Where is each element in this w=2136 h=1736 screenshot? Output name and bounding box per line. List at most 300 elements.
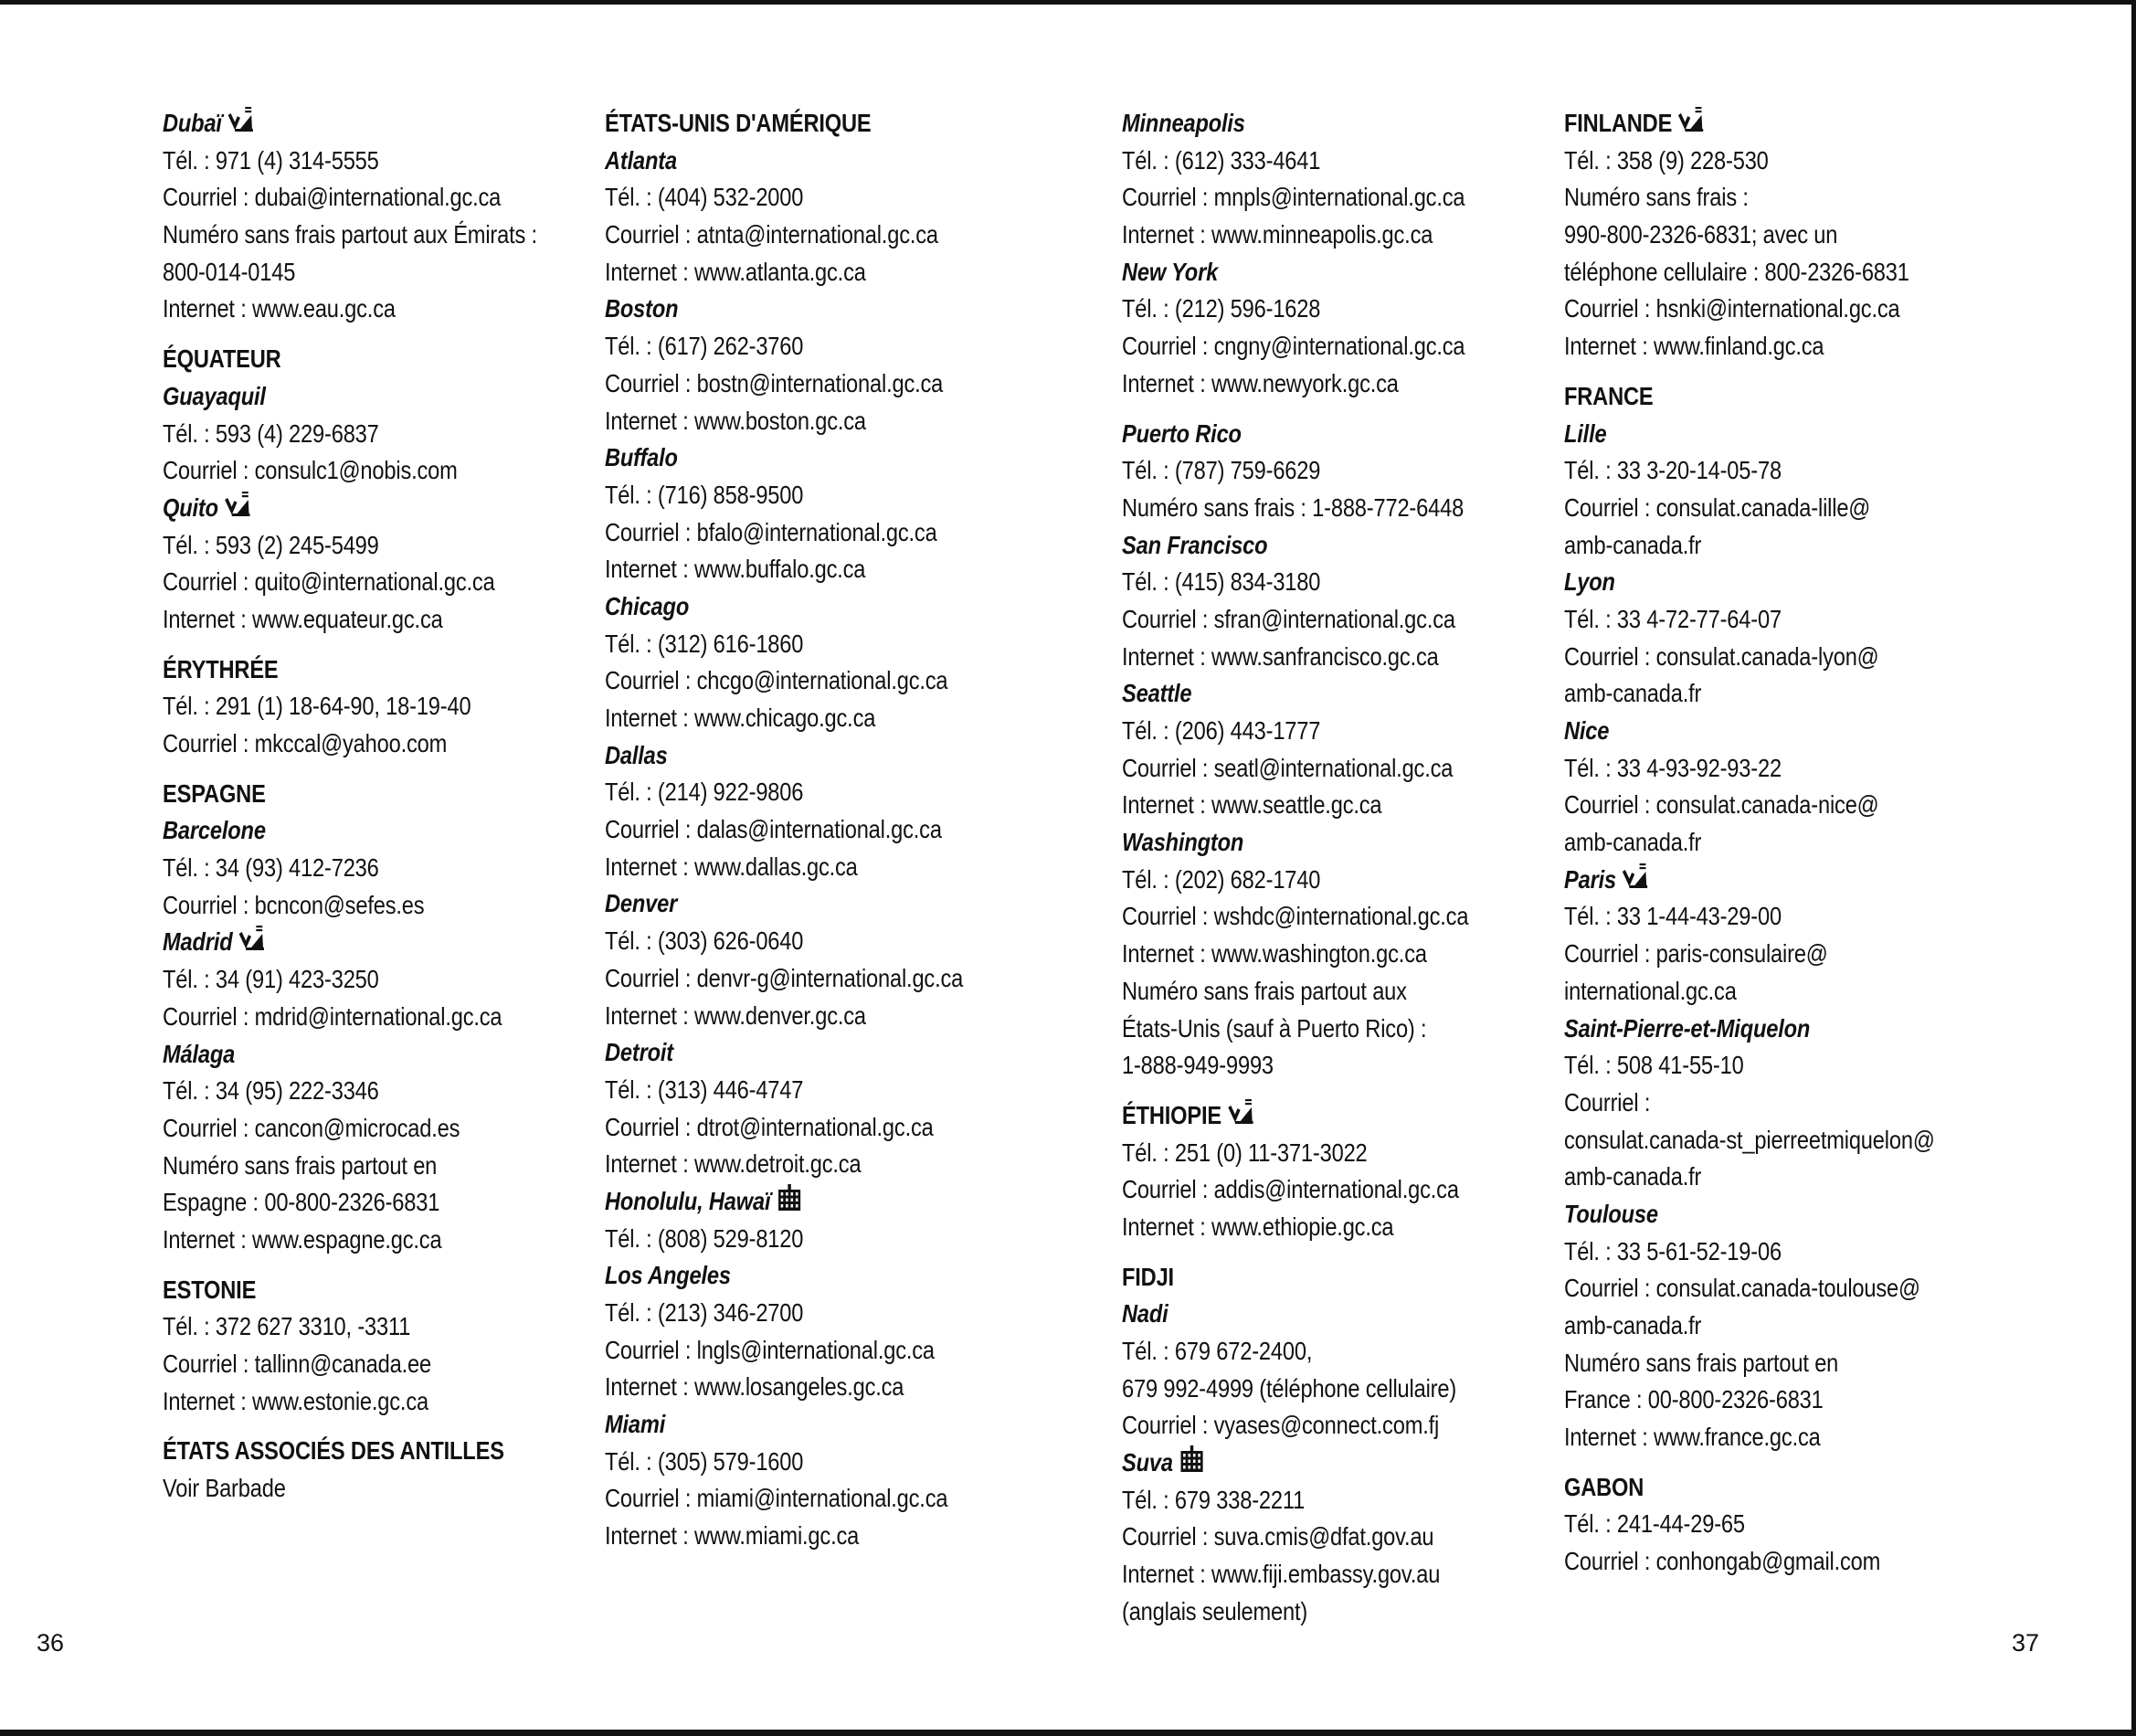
line-text: Internet : www.fiji.embassy.gov.au [1122, 1560, 1441, 1589]
contact-line [1122, 1482, 1487, 1519]
contact-line [1564, 1159, 1930, 1196]
contact-line [1122, 564, 1487, 601]
line-text: Quito [163, 492, 218, 522]
country-heading [605, 105, 970, 143]
line-text: Washington [1122, 828, 1244, 857]
line-text: Saint-Pierre-et-Miquelon [1564, 1013, 1811, 1043]
city-heading [605, 737, 970, 775]
contact-line [1564, 1345, 1930, 1382]
line-text: Nadi [1122, 1299, 1168, 1328]
city-heading [1122, 1445, 1487, 1482]
line-text: amb-canada.fr [1564, 828, 1702, 857]
city-heading [163, 924, 528, 961]
line-text: Tél. : (212) 596-1628 [1122, 294, 1321, 323]
line-text: Tél. : 33 4-93-92-93-22 [1564, 753, 1782, 782]
line-text: Tél. : (202) 682-1740 [1122, 864, 1321, 894]
page-number-left: 36 [37, 1629, 65, 1657]
column-3 [1122, 105, 1487, 1631]
line-text: Courriel : paris-consulaire@ [1564, 939, 1828, 969]
contact-line [1122, 1593, 1487, 1631]
line-text: Internet : www.miami.gc.ca [605, 1521, 860, 1551]
contact-line [1122, 1047, 1487, 1085]
contact-line [1564, 254, 1930, 291]
line-text: Tél. : (206) 443-1777 [1122, 716, 1321, 745]
city-heading [605, 1257, 970, 1295]
line-text: Courriel : consulat.canada-nice@ [1564, 790, 1879, 820]
line-text: Courriel : miami@international.gc.ca [605, 1484, 948, 1513]
line-text: Internet : www.sanfrancisco.gc.ca [1122, 641, 1439, 671]
line-text: Tél. : 679 672-2400, [1122, 1337, 1313, 1365]
line-text: Lyon [1564, 567, 1615, 597]
line-text: Toulouse [1564, 1199, 1658, 1228]
consulate-icon [1623, 863, 1649, 901]
contact-line [605, 328, 970, 365]
contact-line [1122, 365, 1487, 403]
line-text: Tél. : 33 1-44-43-29-00 [1564, 902, 1782, 931]
line-text: Courriel : chcgo@international.gc.ca [605, 666, 948, 695]
line-text: Numéro sans frais : 1-888-772-6448 [1122, 492, 1465, 522]
contact-line [605, 626, 970, 663]
contact-line [605, 1221, 970, 1258]
contact-line [1122, 328, 1487, 365]
city-heading [1122, 416, 1487, 453]
contact-line [1122, 713, 1487, 750]
line-text: Courriel : conhongab@gmail.com [1564, 1547, 1881, 1576]
contact-line [1564, 328, 1930, 365]
city-heading [605, 1183, 970, 1221]
contact-line [1564, 1419, 1930, 1456]
line-text: France : 00-800-2326-6831 [1564, 1385, 1824, 1414]
contact-line [1122, 1333, 1487, 1371]
line-text: consulat.canada-st_pierreetmiquelon@ [1564, 1125, 1935, 1154]
line-text: Numéro sans frais partout aux [1122, 976, 1407, 1005]
contact-line [1564, 1085, 1930, 1122]
line-text: Courriel : consulat.canada-toulouse@ [1564, 1274, 1920, 1303]
page-top-edge [0, 0, 2136, 5]
contact-line [1122, 452, 1487, 490]
line-text: Tél. : 508 41-55-10 [1564, 1051, 1744, 1080]
contact-line [1122, 601, 1487, 639]
contact-line [163, 564, 528, 601]
line-text: Miami [605, 1410, 666, 1439]
line-text: FIDJI [1122, 1262, 1174, 1291]
line-text: Los Angeles [605, 1261, 731, 1290]
line-text: Courriel : consulc1@nobis.com [163, 456, 458, 485]
consulate-icon [238, 925, 265, 963]
contact-line [163, 416, 528, 453]
line-text: ÉTATS-UNIS D'AMÉRIQUE [605, 109, 872, 137]
line-text: Internet : www.ethiopie.gc.ca [1122, 1212, 1394, 1241]
line-text: Internet : www.atlanta.gc.ca [605, 257, 866, 286]
city-heading [163, 378, 528, 416]
line-text: Tél. : (312) 616-1860 [605, 629, 804, 658]
line-text: Courriel : wshdc@international.gc.ca [1122, 902, 1469, 931]
line-text: Tél. : 679 338-2211 [1122, 1485, 1306, 1514]
line-text: Tél. : (313) 446-4747 [605, 1074, 804, 1104]
line-text: Tél. : 971 (4) 314-5555 [163, 145, 379, 175]
line-text: Internet : www.france.gc.ca [1564, 1423, 1821, 1452]
contact-line [605, 477, 970, 514]
country-heading [1564, 105, 1930, 143]
line-text: Internet : www.washington.gc.ca [1122, 939, 1427, 969]
line-text: Courriel : vyases@connect.com.fj [1122, 1411, 1440, 1440]
contact-line [605, 403, 970, 440]
line-text: Internet : www.finland.gc.ca [1564, 332, 1824, 361]
city-heading [1564, 1196, 1930, 1233]
line-text: Courriel : [1564, 1087, 1651, 1117]
line-text: GABON [1564, 1472, 1644, 1501]
city-heading [1564, 862, 1930, 899]
line-text: Suva [1122, 1448, 1173, 1477]
contact-line [605, 811, 970, 849]
city-heading [1564, 564, 1930, 601]
contact-line [1564, 639, 1930, 676]
page-bottom-edge [0, 1730, 2136, 1736]
line-text: Internet : www.chicago.gc.ca [605, 704, 876, 732]
country-heading [1122, 1097, 1487, 1135]
line-text: Madrid [163, 927, 233, 957]
city-heading [1122, 824, 1487, 862]
city-heading [605, 1406, 970, 1444]
line-text: Tél. : 33 4-72-77-64-07 [1564, 604, 1782, 633]
contact-line [1122, 217, 1487, 254]
line-text: ÉRYTHRÉE [163, 654, 279, 683]
line-text: Lille [1564, 418, 1607, 448]
line-text: Internet : www.newyork.gc.ca [1122, 368, 1399, 397]
line-text: Tél. : (305) 579-1600 [605, 1446, 804, 1476]
line-text: 679 992-4999 (téléphone cellulaire) [1122, 1373, 1457, 1403]
line-text: Tél. : 372 627 3310, -3311 [163, 1312, 411, 1341]
contact-line [1564, 1381, 1930, 1419]
contact-line [163, 1308, 528, 1346]
contact-line [1122, 898, 1487, 936]
consulate-icon [225, 491, 251, 529]
city-heading [1122, 675, 1487, 713]
page-number-right: 37 [2012, 1629, 2040, 1657]
line-text: Courriel : dubai@international.gc.ca [163, 183, 502, 212]
contact-line [163, 961, 528, 999]
line-text: San Francisco [1122, 530, 1268, 559]
line-text: Tél. : 34 (91) 423-3250 [163, 965, 379, 994]
line-text: Tél. : 33 5-61-52-19-06 [1564, 1236, 1782, 1265]
line-text: Numéro sans frais partout aux Émirats : [163, 220, 537, 249]
contact-line [1122, 291, 1487, 328]
contact-line [163, 688, 528, 725]
city-heading [1122, 527, 1487, 565]
contact-line [163, 1222, 528, 1259]
contact-line [163, 887, 528, 925]
line-text: Internet : www.detroit.gc.ca [605, 1149, 862, 1179]
contact-line [1564, 787, 1930, 824]
contact-line [1122, 1171, 1487, 1209]
line-text: Tél. : (787) 759-6629 [1122, 456, 1321, 485]
city-heading [163, 105, 528, 143]
line-text: amb-canada.fr [1564, 1311, 1702, 1339]
line-text: Denver [605, 889, 678, 918]
city-heading [1122, 254, 1487, 291]
consulate-icon [228, 106, 255, 144]
line-text: Courriel : dalas@international.gc.ca [605, 815, 942, 844]
contact-line [1122, 973, 1487, 1011]
contact-line [605, 179, 970, 217]
contact-line [605, 254, 970, 291]
line-text: Espagne : 00-800-2326-6831 [163, 1188, 440, 1217]
line-text: Honolulu, Hawaï [605, 1186, 771, 1215]
city-heading [605, 291, 970, 328]
contact-line [1564, 490, 1930, 527]
contact-line [605, 1109, 970, 1147]
contact-line [605, 1369, 970, 1406]
line-text: Internet : www.eau.gc.ca [163, 294, 396, 323]
building-icon [777, 1184, 802, 1223]
contact-line [163, 601, 528, 639]
country-heading [1122, 1259, 1487, 1297]
line-text: ÉTHIOPIE [1122, 1100, 1222, 1129]
line-text: FRANCE [1564, 381, 1654, 410]
line-text: Minneapolis [1122, 109, 1245, 137]
contact-line [605, 774, 970, 811]
contact-line [1564, 1543, 1930, 1581]
line-text: Courriel : cancon@microcad.es [163, 1113, 460, 1142]
line-text: FINLANDE [1564, 109, 1673, 137]
contact-line [1122, 143, 1487, 180]
line-text: Courriel : sfran@international.gc.ca [1122, 604, 1455, 633]
contact-line [1564, 898, 1930, 936]
line-text: Numéro sans frais : [1564, 183, 1749, 212]
line-text: Paris [1564, 864, 1617, 894]
line-text: Numéro sans frais partout en [1564, 1348, 1839, 1377]
contact-line [605, 1444, 970, 1481]
line-text: Tél. : 593 (2) 245-5499 [163, 530, 379, 559]
line-text: Dallas [605, 740, 668, 769]
line-text: Courriel : mkccal@yahoo.com [163, 729, 448, 757]
column-4 [1564, 105, 1935, 1581]
line-text: amb-canada.fr [1564, 1162, 1702, 1191]
contact-line [163, 217, 537, 254]
line-text: Tél. : 593 (4) 229-6837 [163, 418, 379, 448]
line-text: Courriel : bcncon@sefes.es [163, 890, 425, 919]
line-text: Courriel : cngny@international.gc.ca [1122, 332, 1465, 361]
line-text: Courriel : suva.cmis@dfat.gov.au [1122, 1522, 1434, 1551]
city-heading [605, 1034, 970, 1072]
city-heading [163, 1036, 528, 1074]
line-text: Internet : www.boston.gc.ca [605, 406, 866, 435]
contact-line [1564, 1122, 1935, 1159]
line-text: Puerto Rico [1122, 418, 1242, 448]
line-text: Courriel : consulat.canada-lille@ [1564, 492, 1871, 522]
contact-line [163, 850, 528, 887]
contact-line [163, 1184, 528, 1222]
line-text: Numéro sans frais partout en [163, 1150, 438, 1180]
line-text: téléphone cellulaire : 800-2326-6831 [1564, 257, 1909, 286]
contact-line [605, 998, 970, 1035]
contact-line [605, 514, 970, 552]
line-text: Courriel : bfalo@international.gc.ca [605, 517, 937, 546]
line-text: Tél. : 241-44-29-65 [1564, 1509, 1745, 1539]
line-text: Tél. : (716) 858-9500 [605, 480, 804, 509]
line-text: Tél. : 358 (9) 228-530 [1564, 145, 1769, 175]
city-heading [605, 143, 970, 180]
column-2 [605, 105, 970, 1555]
line-text: Courriel : hsnki@international.gc.ca [1564, 294, 1900, 323]
contact-line [1564, 179, 1930, 217]
contact-line [163, 1383, 528, 1421]
contact-line [605, 365, 970, 403]
contact-line [605, 960, 970, 998]
contact-line [1564, 936, 1930, 973]
line-text: Guayaquil [163, 381, 266, 410]
contact-line [1564, 1047, 1930, 1085]
contact-line [163, 1073, 528, 1110]
line-text: Courriel : bostn@international.gc.ca [605, 368, 944, 397]
line-text: New York [1122, 257, 1219, 286]
city-heading [163, 490, 528, 527]
contact-line [605, 1072, 970, 1109]
line-text: Courriel : addis@international.gc.ca [1122, 1175, 1459, 1204]
line-text: Málaga [163, 1039, 236, 1068]
contact-line [1564, 291, 1930, 328]
contact-line [163, 291, 528, 328]
contact-line [1122, 1371, 1487, 1408]
line-text: Tél. : (404) 532-2000 [605, 183, 804, 212]
contact-line [1564, 601, 1930, 639]
line-text: Internet : www.minneapolis.gc.ca [1122, 220, 1433, 249]
contact-line [1122, 1011, 1487, 1048]
country-heading [163, 1272, 528, 1309]
line-text: Tél. : (303) 626-0640 [605, 926, 804, 956]
contact-line [1564, 143, 1930, 180]
line-text: Internet : www.estonie.gc.ca [163, 1386, 428, 1415]
line-text: (anglais seulement) [1122, 1596, 1308, 1625]
country-heading [1564, 1469, 1930, 1507]
contact-line [1122, 750, 1487, 788]
line-text: Courriel : seatl@international.gc.ca [1122, 753, 1454, 782]
line-text: Seattle [1122, 679, 1192, 708]
contact-line [163, 999, 528, 1036]
line-text: Courriel : mdrid@international.gc.ca [163, 1001, 502, 1031]
line-text: Internet : www.buffalo.gc.ca [605, 555, 866, 584]
line-text: Boston [605, 294, 679, 323]
contact-line [163, 1148, 528, 1185]
line-text: Tél. : (612) 333-4641 [1122, 145, 1321, 175]
line-text: Internet : www.dallas.gc.ca [605, 852, 858, 881]
line-text: Tél. : 33 3-20-14-05-78 [1564, 456, 1782, 485]
line-text: Courriel : dtrot@international.gc.ca [605, 1112, 934, 1141]
contact-line [163, 725, 528, 763]
consulate-icon [1678, 106, 1705, 144]
line-text: Internet : www.equateur.gc.ca [163, 604, 443, 633]
country-heading [163, 1433, 528, 1470]
line-text: Tél. : (617) 262-3760 [605, 332, 804, 361]
country-heading [163, 776, 528, 813]
line-text: 1-888-949-9993 [1122, 1051, 1274, 1080]
page-right-edge [2131, 0, 2136, 1736]
city-heading [605, 885, 970, 923]
contact-line [605, 1295, 970, 1332]
contact-line [163, 1110, 528, 1148]
line-text: ESPAGNE [163, 778, 266, 808]
line-text: Tél. : (213) 346-2700 [605, 1298, 804, 1327]
line-text: Tél. : 251 (0) 11-371-3022 [1122, 1138, 1368, 1167]
line-text: Internet : www.espagne.gc.ca [163, 1224, 442, 1254]
line-text: ÉQUATEUR [163, 344, 281, 374]
line-text: Nice [1564, 716, 1610, 745]
contact-line [1122, 1135, 1487, 1172]
contact-line [605, 1518, 970, 1555]
contact-line [163, 527, 528, 565]
line-text: Courriel : mnpls@international.gc.ca [1122, 183, 1465, 212]
line-text: Internet : www.denver.gc.ca [605, 1000, 866, 1030]
contact-line [1122, 1209, 1487, 1246]
line-text: Courriel : atnta@international.gc.ca [605, 220, 938, 249]
country-heading [163, 651, 528, 689]
line-text: Tél. : 34 (95) 222-3346 [163, 1076, 379, 1106]
country-heading [163, 341, 528, 378]
contact-line [163, 254, 528, 291]
contact-line [1564, 1307, 1930, 1345]
contact-line [1122, 1519, 1487, 1556]
contact-line [163, 1346, 528, 1383]
line-text: Atlanta [605, 145, 677, 175]
contact-line [605, 1332, 970, 1370]
contact-line [1122, 1556, 1487, 1593]
contact-line [1564, 1233, 1930, 1271]
contact-line [1564, 527, 1930, 565]
line-text: Buffalo [605, 443, 678, 472]
line-text: Courriel : lngls@international.gc.ca [605, 1335, 935, 1364]
contact-line [605, 1146, 970, 1183]
contact-line [605, 662, 970, 700]
contact-line [1122, 862, 1487, 899]
city-heading [1122, 1296, 1487, 1333]
line-text: Dubaï [163, 109, 222, 137]
city-heading [1564, 1011, 1930, 1048]
line-text: États-Unis (sauf à Puerto Rico) : [1122, 1013, 1427, 1043]
contact-line [1122, 1407, 1487, 1445]
line-text: Courriel : denvr-g@international.gc.ca [605, 963, 964, 992]
line-text: Detroit [605, 1038, 674, 1067]
line-text: Courriel : quito@international.gc.ca [163, 567, 495, 597]
line-text: international.gc.ca [1564, 976, 1737, 1005]
contact-line [605, 849, 970, 886]
line-text: Tél. : (415) 834-3180 [1122, 567, 1321, 597]
contact-line [1564, 824, 1930, 862]
line-text: Voir Barbade [163, 1474, 286, 1503]
contact-line [1564, 675, 1930, 713]
contact-line [163, 143, 528, 180]
contact-line [605, 923, 970, 960]
line-text: 990-800-2326-6831; avec un [1564, 220, 1838, 249]
line-text: Tél. : 291 (1) 18-64-90, 18-19-40 [163, 692, 471, 721]
consulate-icon [1228, 1098, 1254, 1137]
city-heading [605, 588, 970, 626]
building-icon [1179, 1445, 1205, 1484]
city-heading [163, 812, 528, 850]
city-heading [1564, 416, 1930, 453]
line-text: Tél. : (808) 529-8120 [605, 1223, 804, 1253]
contact-line [1122, 179, 1487, 217]
contact-line [163, 179, 528, 217]
city-heading [605, 439, 970, 477]
line-text: Chicago [605, 591, 690, 620]
line-text: ÉTATS ASSOCIÉS DES ANTILLES [163, 1436, 504, 1466]
contact-line [1122, 787, 1487, 824]
line-text: Barcelone [163, 816, 266, 845]
contact-line [1564, 452, 1930, 490]
line-text: Internet : www.seattle.gc.ca [1122, 790, 1382, 820]
line-text: Courriel : tallinn@canada.ee [163, 1350, 431, 1378]
contact-line [1564, 1270, 1930, 1307]
